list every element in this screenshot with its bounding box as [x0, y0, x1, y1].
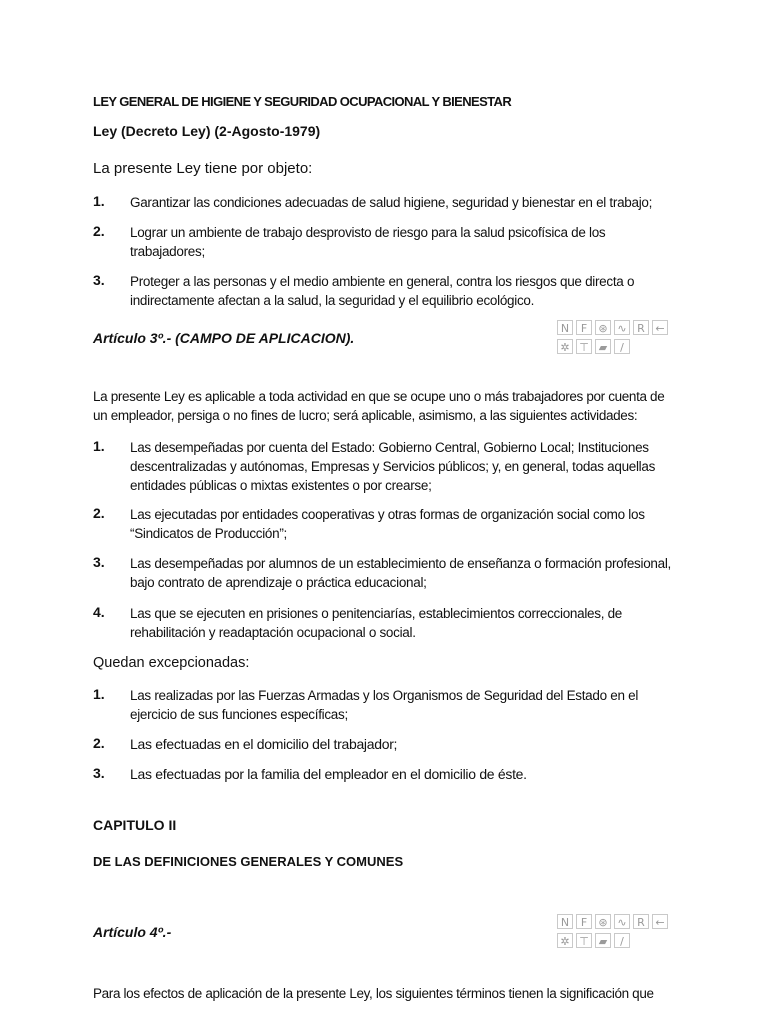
toolbar-icons	[557, 320, 673, 356]
intro-text: La presente Ley tiene por objeto:	[93, 160, 313, 177]
item-number: 2.	[93, 735, 105, 751]
block-icon: ▰	[595, 339, 611, 354]
hammer-icon: ⊤	[576, 339, 592, 354]
arrow-left-icon: ←	[652, 914, 668, 929]
pen-icon: ∿	[614, 320, 630, 335]
item-text: Las efectuadas en el domicilio del trabajador;	[130, 736, 398, 752]
document-subtitle: Ley (Decreto Ley) (2-Agosto-1979)	[93, 123, 321, 139]
seal-icon: ⊛	[595, 914, 611, 929]
pen-icon: ∿	[614, 914, 630, 929]
item-text: Proteger a las personas y el medio ambiente en general, contra los riesgos que directa o indirectamente afectan a la salud, la seguridad y el equilibrio ecológico.	[130, 274, 635, 308]
item-text: Las desempeñadas por alumnos de un establecimiento de enseñanza o formación profesional, bajo contrato de aprendizaje o práctica educacional;	[130, 556, 671, 590]
item-text: Las ejecutadas por entidades cooperativas y otras formas de organización social como los “Sindicatos de Producción”;	[130, 507, 645, 541]
item-text: Las realizadas por las Fuerzas Armadas y los Organismos de Seguridad del Estado en el ejercicio de sus funciones específicas;	[130, 688, 639, 722]
n-icon: N	[557, 914, 573, 929]
block-icon: ▰	[595, 933, 611, 948]
item-number: 1.	[93, 193, 105, 209]
article-4-paragraph: Para los efectos de aplicación de la presente Ley, los siguientes términos tienen la significación que	[93, 986, 654, 1001]
r-icon: R	[633, 914, 649, 929]
article-4-title: Artículo 4º.-	[93, 924, 172, 940]
slash-icon: /	[614, 933, 630, 948]
item-text: Garantizar las condiciones adecuadas de salud higiene, seguridad y bienestar en el trabajo;	[130, 195, 653, 210]
star-icon: ✲	[557, 933, 573, 948]
item-text: Las efectuadas por la familia del empleador en el domicilio de éste.	[130, 766, 527, 782]
n-icon: N	[557, 320, 573, 335]
chapter-heading: CAPITULO II	[93, 817, 177, 833]
toolbar-icons	[557, 914, 673, 950]
item-number: 1.	[93, 438, 105, 454]
item-number: 1.	[93, 686, 105, 702]
item-number: 2.	[93, 223, 105, 239]
item-text: Las que se ejecuten en prisiones o penitenciarías, establecimientos correccionales, de rehabilitación y readaptación ocupacional o social.	[130, 606, 623, 640]
item-number: 4.	[93, 604, 105, 620]
item-number: 2.	[93, 505, 105, 521]
item-number: 3.	[93, 765, 105, 781]
slash-icon: /	[614, 339, 630, 354]
seal-icon: ⊛	[595, 320, 611, 335]
exceptions-intro: Quedan excepcionadas:	[93, 655, 250, 671]
f-icon: F	[576, 914, 592, 929]
item-text: Lograr un ambiente de trabajo desprovisto de riesgo para la salud psicofísica de los trabajadores;	[130, 225, 606, 259]
item-number: 3.	[93, 554, 105, 570]
arrow-left-icon: ←	[652, 320, 668, 335]
f-icon: F	[576, 320, 592, 335]
star-icon: ✲	[557, 339, 573, 354]
document-title: LEY GENERAL DE HIGIENE Y SEGURIDAD OCUPACIONAL Y BIENESTAR	[93, 94, 512, 109]
item-text: Las desempeñadas por cuenta del Estado: Gobierno Central, Gobierno Local; Instituciones descentralizadas y autónomas, Empresas y Servicios públicos; y, en general, todas aquellas entidades públicas o mixtas existentes o por crearse;	[130, 440, 656, 493]
chapter-title: DE LAS DEFINICIONES GENERALES Y COMUNES	[93, 854, 404, 869]
item-number: 3.	[93, 272, 105, 288]
hammer-icon: ⊤	[576, 933, 592, 948]
article-3-title: Artículo 3º.- (CAMPO DE APLICACION).	[93, 330, 355, 346]
article-3-paragraph: La presente Ley es aplicable a toda actividad en que se ocupe uno o más trabajadores por cuenta de un empleador, persiga o no fines de lucro; será aplicable, asimismo, a las siguientes actividades:	[93, 389, 665, 423]
r-icon: R	[633, 320, 649, 335]
